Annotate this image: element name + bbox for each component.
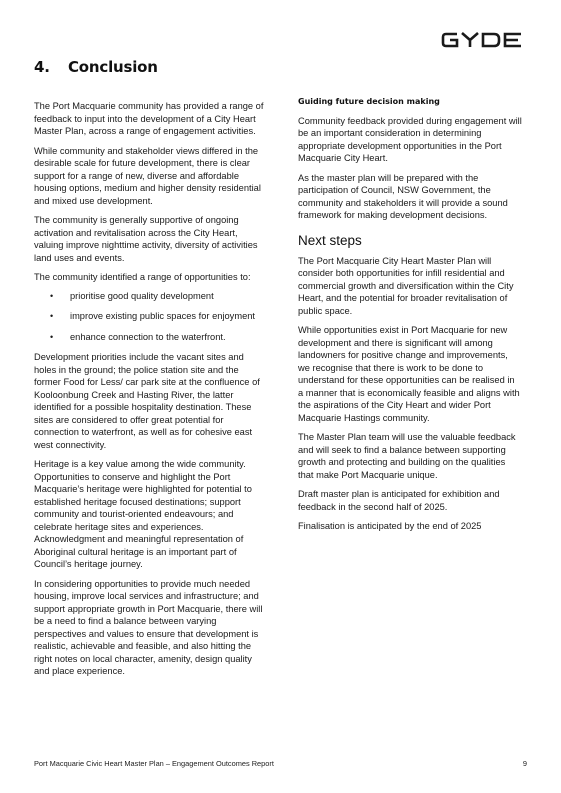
opportunity-item: • enhance connection to the waterfront. [34, 331, 266, 344]
conclusion-paragraph-7: In considering opportunities to provide much needed housing, improve local services and infrastructure; and support appropriate growth in Port Macquarie, there will be a need to find a balance between varying perspectives and values to ensure that development is realistic, achievable and feasible, and also hitting the right notes on local character, amenity, design quality and place experience. [34, 578, 263, 676]
guiding-paragraph-2: As the master plan will be prepared with the participation of Council, NSW Government, the community and stakeholders it will provide a sound framework for making development decisions. [298, 172, 508, 220]
footer-report-title: Port Macquarie Civic Heart Master Plan – Engagement Outcomes Report [34, 759, 274, 768]
guiding-paragraph-1: Community feedback provided during engagement will be an important consideration in determining appropriate development opportunities in the Port Macquarie City Heart. [298, 115, 522, 163]
gyde-logo [441, 30, 527, 50]
conclusion-paragraph-1: The Port Macquarie community has provided a range of feedback to input into the development of a City Heart Master Plan, across a range of engagement activities. [34, 101, 264, 136]
section-title: Conclusion [68, 58, 158, 76]
conclusion-paragraph-4: The community identified a range of opportunities to: [34, 272, 251, 282]
next-steps-paragraph-2: While opportunities exist in Port Macquarie for new development and there is significant will among landowners for positive change and improvements, we recognise that there is work to be done to understand for these opportunities can be realised in a manner that is economically feasible and aligns with the aspirations of the City Heart and wider Port Macquarie Hastings community. [298, 325, 520, 423]
opportunity-item: • improve existing public spaces for enjoyment [34, 310, 266, 323]
next-steps-heading: Next steps [298, 232, 362, 248]
next-steps-paragraph-5: Finalisation is anticipated by the end of 2025 [298, 521, 482, 531]
next-steps-paragraph-1: The Port Macquarie City Heart Master Plan will consider both opportunities for infill residential and commercial growth and diversification within the City Heart, and the potential for broader revitalisation of public space. [298, 255, 514, 316]
page-number: 9 [522, 759, 527, 768]
conclusion-paragraph-5: Development priorities include the vacant sites and holes in the ground; the police station site and the former Food for Less/ car park site at the confluence of Kooloonbung Creek and Hasting River, the latter identified for a possible hospitality destination. These sites are considered to offer great potential for connection to waterfront, as well as for cohesive east west connectivity. [34, 352, 260, 450]
conclusion-paragraph-6: Heritage is a key value among the wide community. Opportunities to conserve and highlight the Port Macquarie’s heritage were highlighted for potential to established heritage focused destinations; support community and tourist-oriented endeavours; and celebrate heritage sites and experiences. Acknowledgment and meaningful representation of Aboriginal cultural heritage is an important part of Council’s heritage journey. [34, 459, 252, 569]
next-steps-paragraph-4: Draft master plan is anticipated for exhibition and feedback in the second half of 2025. [298, 489, 500, 512]
conclusion-paragraph-3: The community is generally supportive of ongoing activation and revitalisation across the City Heart, valuing improve nighttime activity, diversity of activities land uses and events. [34, 215, 258, 263]
conclusion-paragraph-2: While community and stakeholder views differed in the desirable scale for future development, there is clear support for a range of new, diverse and affordable housing options, medium and higher density residential and mixed use development. [34, 145, 261, 206]
left-column [34, 100, 266, 685]
opportunities-list [34, 290, 266, 344]
opportunity-item: • prioritise good quality development [34, 290, 266, 303]
next-steps-paragraph-3: The Master Plan team will use the valuable feedback and will seek to find a balance between supporting growth and protecting and building on the qualities that make Port Macquarie unique. [298, 432, 516, 480]
page-footer [34, 759, 527, 768]
guiding-decision-subheading: Guiding future decision making [298, 97, 440, 106]
section-number: 4. [34, 58, 50, 76]
right-column [298, 96, 522, 540]
section-heading [34, 58, 158, 76]
